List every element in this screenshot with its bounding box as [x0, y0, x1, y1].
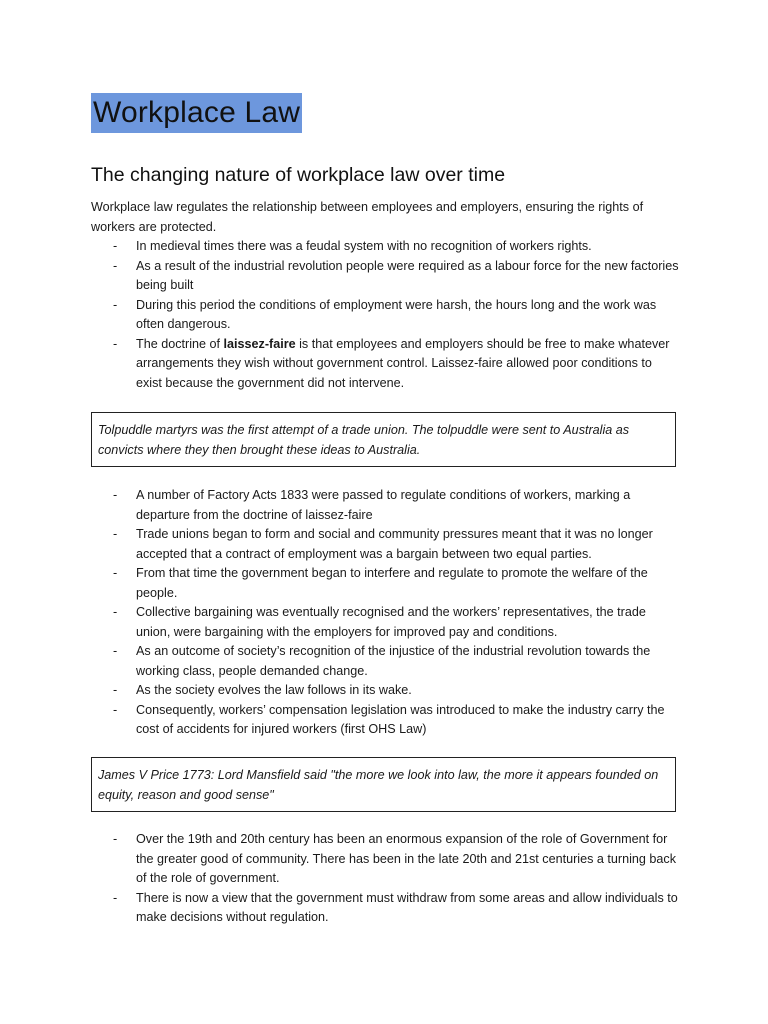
bullet-dash: - — [113, 336, 118, 351]
bullet-list-factory-acts — [91, 486, 681, 740]
bullet-dash: - — [113, 702, 118, 717]
bullet-dash: - — [113, 566, 118, 580]
list-item-text: During this period the conditions of employment were harsh, the hours long and the work was often dangerous. — [136, 297, 657, 331]
section-heading: The changing nature of workplace law over time — [91, 164, 506, 186]
document-title: Workplace Law — [91, 93, 302, 133]
list-item-text: In medieval times there was a feudal system with no recognition of workers rights. — [136, 239, 592, 253]
list-item — [91, 525, 681, 564]
bullet-list-feudal-to-laissez-faire — [91, 237, 681, 393]
mansfield-quote-box: James V Price 1773: Lord Mansfield said "the more we look into law, the more it appears founded on equity, reason and good sense" — [91, 757, 676, 812]
tolpuddle-quote-box: Tolpuddle martyrs was the first attempt of a trade union. The tolpuddle were sent to Australia as convicts where they then brought these ideas to Australia. — [91, 412, 676, 467]
list-item — [91, 830, 681, 889]
bullet-dash: - — [113, 297, 118, 312]
list-item-text: Trade unions began to form and social and community pressures meant that it was no longer accepted that a contract of employment was a bargain between two equal parties. — [136, 527, 653, 561]
list-item-text: A number of Factory Acts 1833 were passed to regulate conditions of workers, marking a departure from the doctrine of laissez-faire — [136, 488, 631, 522]
bullet-dash: - — [113, 644, 118, 658]
list-item-text: As an outcome of society’s recognition of the injustice of the industrial revolution towards the working class, people demanded change. — [136, 644, 651, 678]
list-item-text: Collective bargaining was eventually recognised and the workers’ representatives, the trade union, were bargaining with the employers for improved pay and conditions. — [136, 605, 646, 639]
bullet-list-government-role — [91, 830, 681, 928]
bullet-dash: - — [113, 605, 118, 619]
list-item — [91, 681, 681, 701]
bullet-dash: - — [113, 527, 118, 541]
list-item-text-after: is that employees and employers should be free to make whatever arrangements they wish without government control. Laissez-faire allowed poor conditions to exist because the government did not intervene. — [136, 336, 670, 390]
bullet-dash: - — [113, 258, 118, 273]
bullet-dash: - — [113, 239, 118, 253]
bullet-dash: - — [113, 890, 118, 905]
list-item-text: Over the 19th and 20th century has been an enormous expansion of the role of Government for the greater good of community. There has been in the late 20th and 21st centuries a turning back of the role of government. — [136, 832, 677, 885]
list-item-text: From that time the government began to interfere and regulate to promote the welfare of the people. — [136, 566, 648, 600]
list-item — [91, 486, 681, 525]
bullet-dash: - — [113, 832, 118, 846]
laissez-faire-term: laissez-faire — [223, 336, 296, 351]
list-item-text: Consequently, workers’ compensation legislation was introduced to make the industry carry the cost of accidents for injured workers (first OHS Law) — [136, 702, 665, 736]
list-item-text-before: The doctrine of — [136, 336, 224, 351]
list-item-text: As the society evolves the law follows in its wake. — [136, 683, 412, 697]
list-item-text: As a result of the industrial revolution people were required as a labour force for the new factories being built — [136, 258, 679, 292]
list-item — [91, 257, 681, 296]
intro-paragraph: Workplace law regulates the relationship between employees and employers, ensuring the rights of workers are protected. — [91, 200, 644, 234]
bullet-dash: - — [113, 683, 118, 697]
list-item — [91, 889, 681, 928]
list-item — [91, 237, 681, 257]
bullet-dash: - — [113, 488, 118, 502]
list-item — [91, 335, 681, 394]
list-item — [91, 564, 681, 603]
list-item — [91, 603, 681, 642]
list-item-text: There is now a view that the government must withdraw from some areas and allow individuals to make decisions without regulation. — [136, 890, 678, 924]
list-item — [91, 642, 681, 681]
list-item — [91, 701, 681, 740]
list-item — [91, 296, 681, 335]
